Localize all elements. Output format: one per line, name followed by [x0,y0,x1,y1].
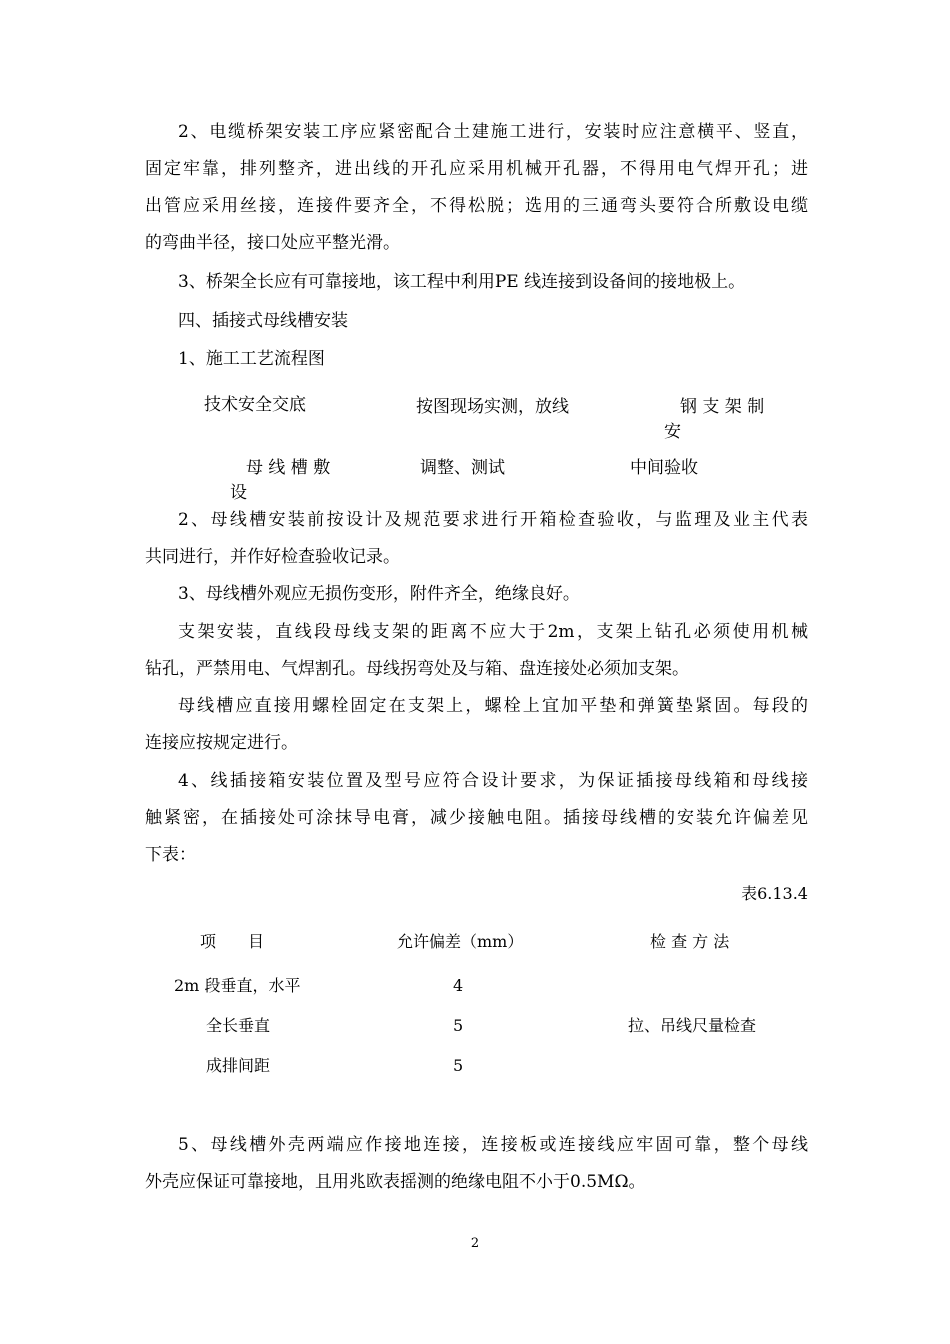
table-cell-tolerance: 4 [453,976,464,995]
flow-step-testing: 调整、测试 [420,458,505,478]
flow-step-bracket-b: 安 [664,422,681,442]
flow-step-safety-briefing: 技术安全交底 [204,395,306,415]
para-plugbox-line-2: 触紧密，在插接处可涂抹导电膏，减少接触电阻。插接母线槽的安装允许偏差见 [145,808,808,828]
table-header-method: 检 查 方 法 [650,932,730,951]
para-support-line-2: 钻孔，严禁用电、气焊割孔。母线拐弯处及与箱、盘连接处必须加支架。 [145,659,689,679]
table-cell-item: 全长垂直 [206,1016,271,1035]
para-housing-ground-line-2: 外壳应保证可靠接地，且用兆欧表摇测的绝缘电阻不小于0.5MΩ。 [145,1172,646,1192]
table-cell-tolerance: 5 [453,1016,464,1035]
para-tray-line-4: 的弯曲半径，接口处应平整光滑。 [145,233,400,253]
table-header-item: 项 目 [200,932,265,951]
table-header-tolerance: 允许偏差（mm） [397,932,524,951]
para-bolt-line-1: 母线槽应直接用螺栓固定在支架上，螺栓上宜加平垫和弹簧垫紧固。每段的 [178,696,808,716]
para-tray-line-1: 2、电缆桥架安装工序应紧密配合土建施工进行，安装时应注意横平、竖直， [178,122,808,142]
flow-step-laying-a: 母 线 槽 敷 [246,458,331,478]
flow-step-survey: 按图现场实测，放线 [416,397,569,417]
table-cell-tolerance: 5 [453,1056,464,1075]
para-tray-line-2: 固定牢靠，排列整齐，进出线的开孔应采用机械开孔器，不得用电气焊开孔；进 [145,159,808,179]
para-unpacking-line-1: 2、母线槽安装前按设计及规范要求进行开箱检查验收，与监理及业主代表 [178,510,808,530]
para-housing-ground-line-1: 5、母线槽外壳两端应作接地连接，连接板或连接线应牢固可靠，整个母线 [178,1135,808,1155]
para-plugbox-line-1: 4、线插接箱安装位置及型号应符合设计要求，为保证插接母线箱和母线接 [178,771,808,791]
section-heading-busway: 四、插接式母线槽安装 [178,311,348,331]
table-cell-item: 成排间距 [206,1056,271,1075]
para-support-line-1: 支架安装，直线段母线支架的距离不应大于2m，支架上钻孔必须使用机械 [178,622,808,642]
flow-step-acceptance: 中间验收 [630,458,698,478]
para-appearance: 3、母线槽外观应无损伤变形，附件齐全，绝缘良好。 [178,584,580,604]
table-caption: 表6.13.4 [741,884,808,903]
para-unpacking-line-2: 共同进行，并作好检查验收记录。 [145,547,400,567]
table-cell-item: 2m 段垂直，水平 [174,976,301,995]
flow-step-laying-b: 设 [230,483,247,503]
para-bolt-line-2: 连接应按规定进行。 [145,733,298,753]
para-plugbox-line-3: 下表： [145,845,196,865]
flow-step-bracket-a: 钢 支 架 制 [680,397,765,417]
step-process-flow: 1、施工工艺流程图 [178,349,325,369]
table-cell-method: 拉、吊线尺量检查 [628,1016,757,1035]
page-number: 2 [470,1236,480,1251]
para-tray-line-3: 出管应采用丝接，连接件要齐全，不得松脱；选用的三通弯头要符合所敷设电缆 [145,196,808,216]
para-grounding: 3、桥架全长应有可靠接地，该工程中利用PE 线连接到设备间的接地极上。 [178,272,746,292]
